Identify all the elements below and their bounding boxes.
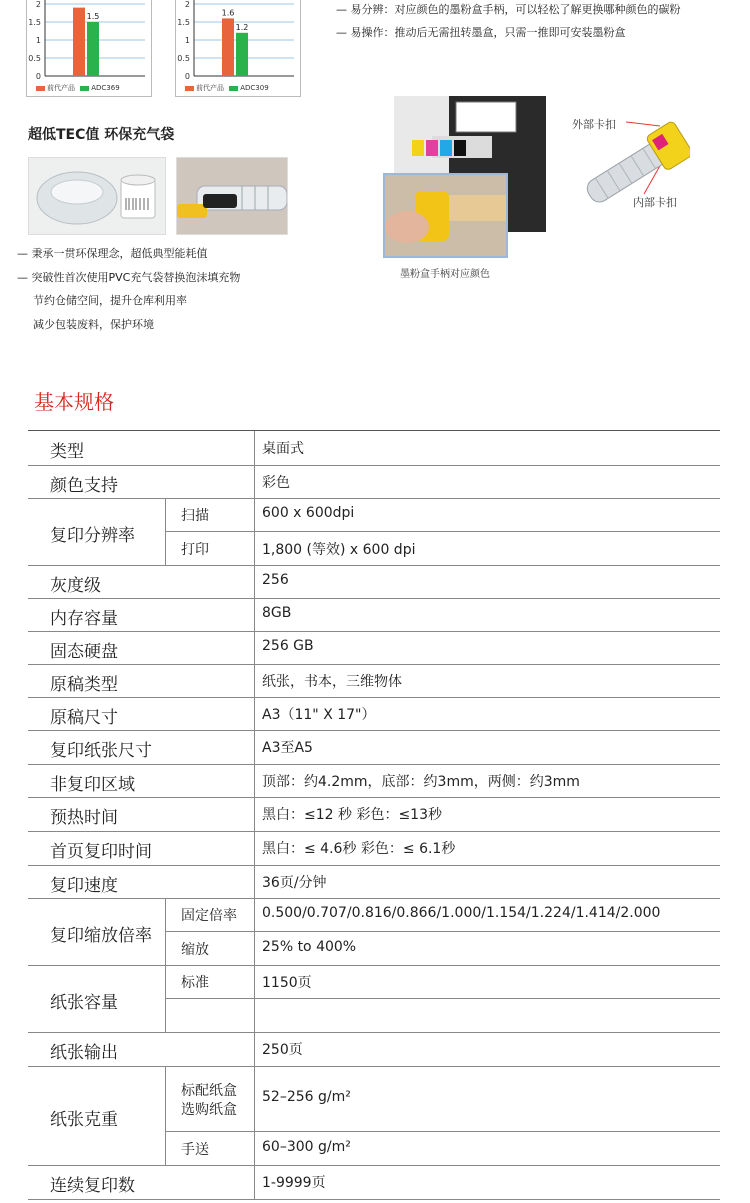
spec-value: 600 x 600dpi [262, 505, 355, 521]
spec-value: 36页/分钟 [262, 874, 327, 891]
spec-sub-label: 标准 [181, 975, 209, 991]
spec-value: A3（11" X 17"） [262, 706, 376, 723]
air-bag-illustration [29, 158, 165, 234]
bar [236, 33, 248, 76]
spec-col-divider [254, 565, 255, 598]
spec-value: 256 [262, 571, 289, 588]
legend-swatch-green [80, 86, 89, 91]
feature-bullet-identify: — 易分辨：对应颜色的墨粉盒手柄，可以轻松了解更换哪种颜色的碳粉 [336, 3, 681, 16]
spec-value: 8GB [262, 604, 292, 621]
spec-row [28, 1032, 720, 1067]
legend-label: 前代产品 [47, 84, 75, 92]
tick-label: 1 [35, 36, 41, 45]
tick-label: 0.5 [177, 54, 190, 63]
spec-label: 固态硬盘 [50, 641, 118, 662]
toner-handle-illustration [385, 175, 506, 256]
spec-label: 复印速度 [50, 875, 118, 896]
spec-value: 彩色 [262, 474, 290, 491]
chart-1-legend [33, 83, 120, 93]
spec-col-divider [254, 1032, 255, 1066]
spec-label: 复印纸张尺寸 [50, 741, 152, 761]
spec-label: 复印缩放倍率 [50, 925, 152, 946]
spec-col-divider [254, 1165, 255, 1199]
spec-col-divider [254, 431, 255, 465]
spec-label: 首页复印时间 [50, 842, 152, 862]
spec-col-divider [254, 598, 255, 631]
spec-value: 黑白：≤ 4.6秒 彩色：≤ 6.1秒 [262, 841, 456, 857]
spec-label: 预热时间 [50, 808, 118, 828]
spec-row [28, 865, 720, 899]
spec-col-divider [254, 764, 255, 797]
spec-value: 52–256 g/m² [262, 1089, 351, 1105]
spec-section-title: 基本规格 [34, 390, 114, 414]
chart-2-legend [182, 83, 269, 93]
spec-value: 25% to 400% [262, 938, 357, 955]
tick-label: 1.5 [177, 18, 190, 27]
spec-col-divider [254, 1066, 255, 1165]
spec-label: 复印分辨率 [50, 525, 135, 546]
spec-row [28, 465, 720, 499]
legend-swatch-orange [36, 86, 45, 91]
data-label: 1.2 [235, 22, 249, 32]
eco-bullet-3: 节约仓储空间，提升仓库利用率 [33, 294, 187, 307]
spec-col-divider [254, 865, 255, 898]
air-bag-photo [28, 157, 166, 235]
spec-sub-divider [165, 931, 720, 932]
spec-col-divider [254, 465, 255, 498]
spec-sub-label: 固定倍率 [181, 908, 237, 924]
tick-label: 2 [184, 0, 190, 9]
eco-bullet-2: — 突破性首次使用PVC充气袋替换泡沫填充物 [17, 271, 241, 284]
bar [222, 18, 234, 76]
spec-sub-divider [165, 1131, 720, 1132]
tick-label: 1 [184, 36, 190, 45]
spec-col-divider [254, 631, 255, 664]
spec-label: 连续复印数 [50, 1176, 135, 1196]
spec-value: 60–300 g/m² [262, 1138, 351, 1155]
feature-bullet-operate: — 易操作：推动后无需扭转墨盒，只需一推即可安装墨粉盒 [336, 26, 626, 39]
spec-label: 类型 [50, 442, 84, 462]
data-label: 1.6 [221, 8, 235, 18]
eco-bullet-4: 减少包装废料，保护环境 [33, 318, 154, 331]
toner-clip-diagram [578, 108, 690, 210]
legend-swatch-orange [185, 86, 194, 91]
spec-col-divider [254, 664, 255, 697]
spec-value: 顶部：约4.2mm，底部：约3mm，两侧：约3mm [262, 773, 580, 790]
spec-col-divider [254, 697, 255, 730]
spec-value: 黑白：≤12 秒 彩色：≤13秒 [262, 807, 442, 823]
tick-label: 1.5 [28, 18, 41, 27]
spec-value: 桌面式 [262, 441, 304, 457]
spec-row [28, 431, 720, 466]
spec-row-group [28, 965, 720, 1033]
spec-label: 内存容量 [50, 608, 118, 629]
energy-chart-2 [175, 0, 301, 97]
spec-value: 250页 [262, 1042, 303, 1058]
spec-row [28, 598, 720, 632]
spec-sub-divider [165, 998, 720, 999]
toner-handle-closeup-photo [383, 173, 508, 258]
spec-value: 0.500/0.707/0.816/0.866/1.000/1.154/1.224/1.414/2.000 [262, 905, 661, 921]
legend-swatch-green [229, 86, 238, 91]
eco-bullet-1: — 秉承一贯环保理念，超低典型能耗值 [17, 247, 208, 260]
spec-value: 1150页 [262, 975, 312, 991]
bar [87, 22, 99, 76]
inner-clip-label: 内部卡扣 [633, 196, 677, 209]
outer-clip-label: 外部卡扣 [572, 118, 616, 131]
tick-label: 0 [35, 72, 41, 81]
spec-label: 灰度级 [50, 575, 101, 596]
spec-sub-label: 标配纸盒 [181, 1083, 237, 1099]
legend-label: 前代产品 [196, 84, 224, 92]
energy-chart-2-plot [176, 0, 300, 96]
spec-col-divider [254, 831, 255, 865]
spec-label: 纸张容量 [50, 992, 118, 1013]
eco-section-title: 超低TEC值 环保充气袋 [28, 127, 175, 143]
legend-label: ADC369 [91, 84, 120, 92]
spec-sub-label: 缩放 [181, 941, 209, 958]
spec-col-divider [165, 1066, 166, 1165]
spec-sub-label: 选购纸盒 [181, 1102, 237, 1118]
spec-value: 256 GB [262, 637, 314, 654]
spec-value: 1,800 (等效) x 600 dpi [262, 541, 416, 558]
spec-sub-label: 扫描 [181, 508, 209, 524]
toner-airbag-photo [176, 157, 288, 235]
spec-row [28, 565, 720, 599]
tick-label: 2 [35, 0, 41, 9]
spec-label: 非复印区域 [50, 774, 135, 795]
spec-row-group [28, 1066, 720, 1166]
spec-label: 颜色支持 [50, 475, 118, 496]
spec-sub-label: 打印 [181, 541, 209, 558]
tick-label: 0.5 [28, 54, 41, 63]
tick-label: 0 [184, 72, 190, 81]
spec-row [28, 631, 720, 665]
legend-label: ADC309 [240, 84, 269, 92]
spec-value: 1-9999页 [262, 1175, 326, 1191]
spec-label: 纸张克重 [50, 1109, 118, 1130]
spec-label: 原稿尺寸 [50, 707, 118, 728]
bar [73, 8, 85, 76]
spec-value: 纸张，书本，三维物体 [262, 673, 402, 690]
energy-chart-1 [26, 0, 152, 97]
spec-label: 原稿类型 [50, 674, 118, 695]
energy-chart-1-plot [27, 0, 151, 96]
spec-value: A3至A5 [262, 740, 313, 756]
spec-label: 纸张输出 [50, 1043, 118, 1063]
data-label: 1.5 [86, 12, 100, 21]
spec-col-divider [254, 730, 255, 764]
spec-sub-label: 手送 [181, 1141, 209, 1158]
toner-airbag-illustration [177, 158, 287, 234]
toner-photo-caption: 墨粉盒手柄对应颜色 [400, 269, 490, 280]
spec-col-divider [254, 797, 255, 831]
spec-sub-divider [165, 531, 720, 532]
